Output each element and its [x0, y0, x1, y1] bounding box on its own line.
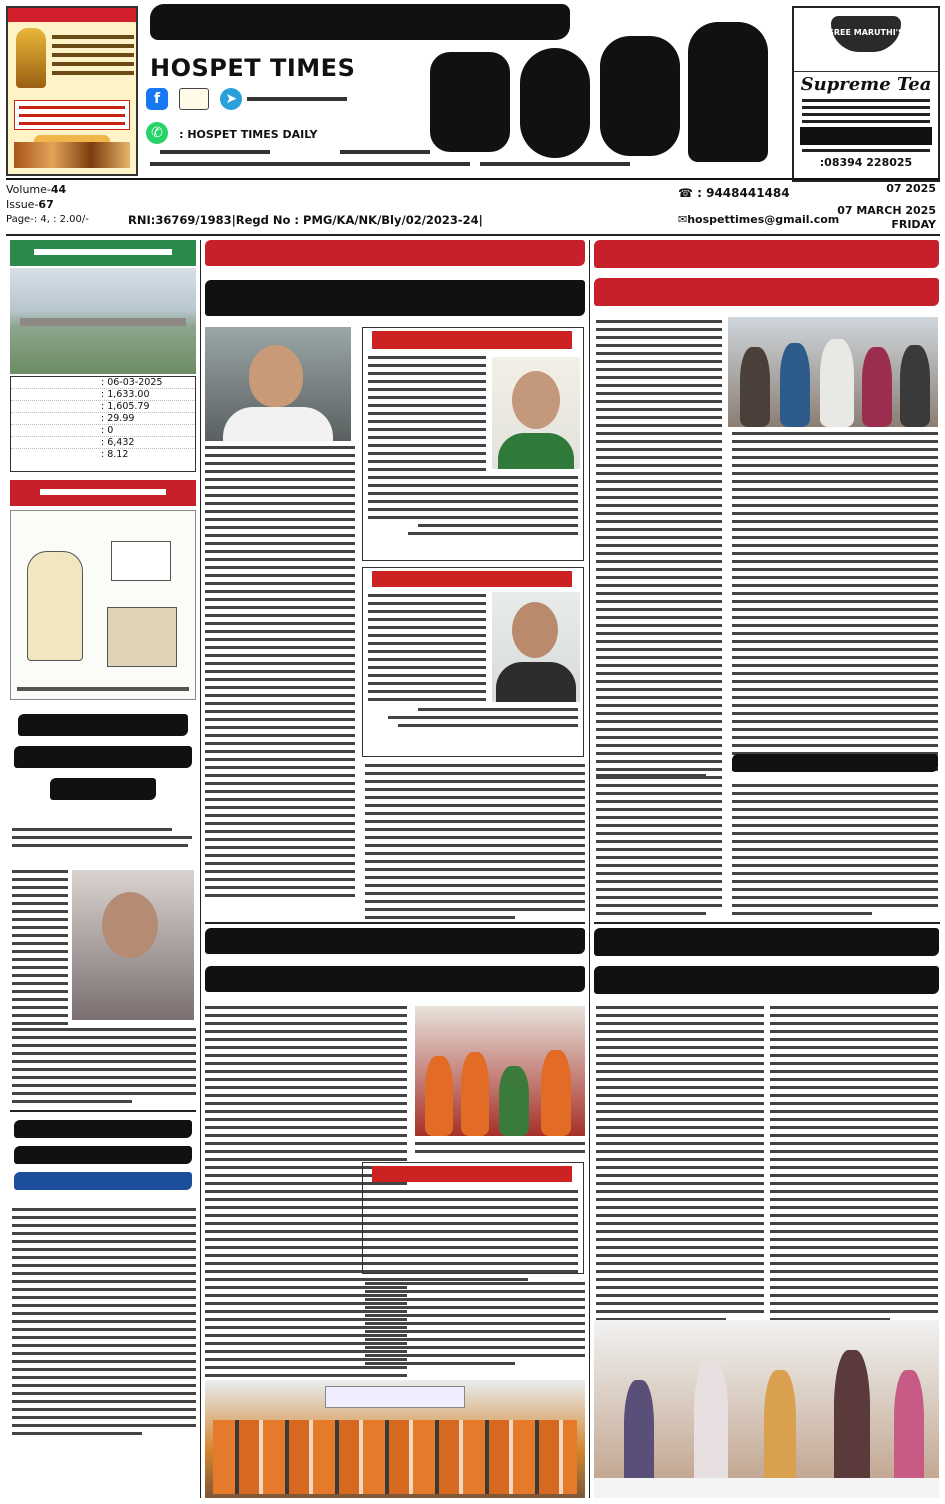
daily-handle: : HOSPET TIMES DAILY — [179, 127, 318, 141]
airport-text — [368, 594, 486, 706]
power-outage-text — [596, 784, 722, 920]
farmer-loan-text — [368, 356, 486, 476]
email-address[interactable]: ✉hospettimes@gmail.com — [678, 213, 840, 226]
tea-advertisement — [792, 6, 940, 182]
left-headline-2 — [10, 1116, 196, 1198]
power-outage-byline — [596, 774, 706, 778]
politician-photo — [205, 327, 351, 441]
dam-title-glyphs — [34, 249, 172, 255]
column-rule-1 — [200, 240, 201, 1498]
tea-company-bar — [800, 127, 932, 145]
airport-box-title — [372, 571, 572, 587]
chamber-member-photo — [492, 592, 580, 702]
farmer-loan-text-b — [368, 476, 578, 540]
new-officers-text — [368, 1190, 578, 1286]
science-expo-photo — [594, 1320, 939, 1498]
column-rule-2 — [589, 240, 590, 1498]
ad-text-lines — [52, 30, 134, 80]
ad-address-box — [14, 100, 130, 130]
english-masthead-title: HOSPET TIMES — [150, 54, 356, 82]
right-story-text-c — [732, 432, 938, 776]
social-row — [146, 88, 347, 110]
airport-text-b — [368, 708, 578, 732]
tea-address-lines — [794, 149, 938, 152]
center-headline-line2 — [205, 280, 585, 320]
power-outage-headline — [732, 754, 938, 774]
left-story-2-text — [12, 1208, 196, 1440]
issue-meta-row — [6, 178, 940, 236]
right-divider — [594, 922, 940, 924]
left-divider — [10, 1110, 196, 1112]
power-outage-text-b — [732, 784, 938, 920]
phone-number: ☎ : 9448441484 — [678, 186, 790, 200]
center-divider — [205, 922, 585, 924]
right-headline-line2 — [594, 278, 939, 312]
portrait-photo — [72, 870, 194, 1020]
science-expo-text-b — [770, 1006, 938, 1326]
tea-phone: :08394 228025 — [819, 156, 913, 169]
tea-text-lines — [794, 99, 938, 123]
dam-stats-table: : 06-03-2025 : 1,633.00 : 1,605.79 : 29.99 : 0 : 6,432 : 8.12 — [10, 376, 196, 472]
tea-brand: SREE MARUTHI'S — [828, 28, 904, 37]
left-story-1-text — [12, 1028, 196, 1108]
villagers-photo — [728, 317, 938, 427]
center-headline-line1 — [205, 240, 585, 268]
volume-issue: Volume-44 Issue-67 Page-: 4, : 2.00/- — [6, 183, 89, 225]
left-headline-1 — [10, 710, 196, 820]
telegram-icon[interactable]: ➤ — [220, 88, 242, 110]
red-cross-event-photo — [415, 1006, 585, 1136]
banner — [325, 1386, 465, 1408]
left-advertisement — [6, 6, 138, 176]
tea-name: Supreme Tea — [800, 74, 932, 95]
science-expo-text-a — [596, 1006, 764, 1326]
whatsapp-row — [146, 122, 318, 144]
sweets-image — [14, 142, 130, 168]
date-top: 07 2025 — [886, 182, 936, 195]
tea-logo-area — [794, 8, 938, 72]
red-cross-headline-line2 — [205, 966, 585, 996]
pages-price: Page-: 4, : 2.00/- — [6, 214, 89, 225]
whatsapp-icon[interactable]: ✆ — [146, 122, 168, 144]
left-story-1-lead — [12, 828, 196, 852]
social-caption — [247, 97, 347, 101]
red-cross-group-photo — [205, 1380, 585, 1498]
red-cross-text-b — [415, 1142, 585, 1158]
center-story-text-b — [365, 764, 585, 924]
red-cross-headline-line1 — [205, 928, 585, 958]
hospet-times-mini-logo — [179, 88, 209, 110]
cartoon-image — [10, 510, 196, 700]
dam-section-title — [10, 240, 196, 266]
science-expo-headline-line2 — [594, 966, 939, 998]
rni-registration: RNI:36769/1983|Regd No : PMG/KA/NK/Bly/02/2023-24| — [128, 213, 483, 227]
dam-photo — [10, 268, 196, 374]
red-cross-text-c — [365, 1282, 585, 1370]
farmer-loan-title — [372, 331, 572, 349]
masthead-bottom-rule — [6, 234, 940, 236]
right-headline-line1 — [594, 240, 939, 274]
center-story-text-a — [205, 446, 355, 902]
farmer-leader-photo — [492, 357, 580, 469]
new-officers-title — [372, 1166, 572, 1182]
date-english: 07 MARCH 2025 FRIDAY — [837, 204, 936, 231]
deity-image — [16, 28, 46, 88]
right-story-text-a — [596, 320, 722, 440]
ad-header-bar — [8, 8, 136, 22]
staff-credits — [150, 146, 790, 174]
left-story-1-text-narrow — [12, 870, 68, 1030]
cartoon-section-title — [10, 480, 196, 506]
facebook-icon[interactable]: f — [146, 88, 168, 110]
science-expo-headline-line1 — [594, 928, 939, 960]
